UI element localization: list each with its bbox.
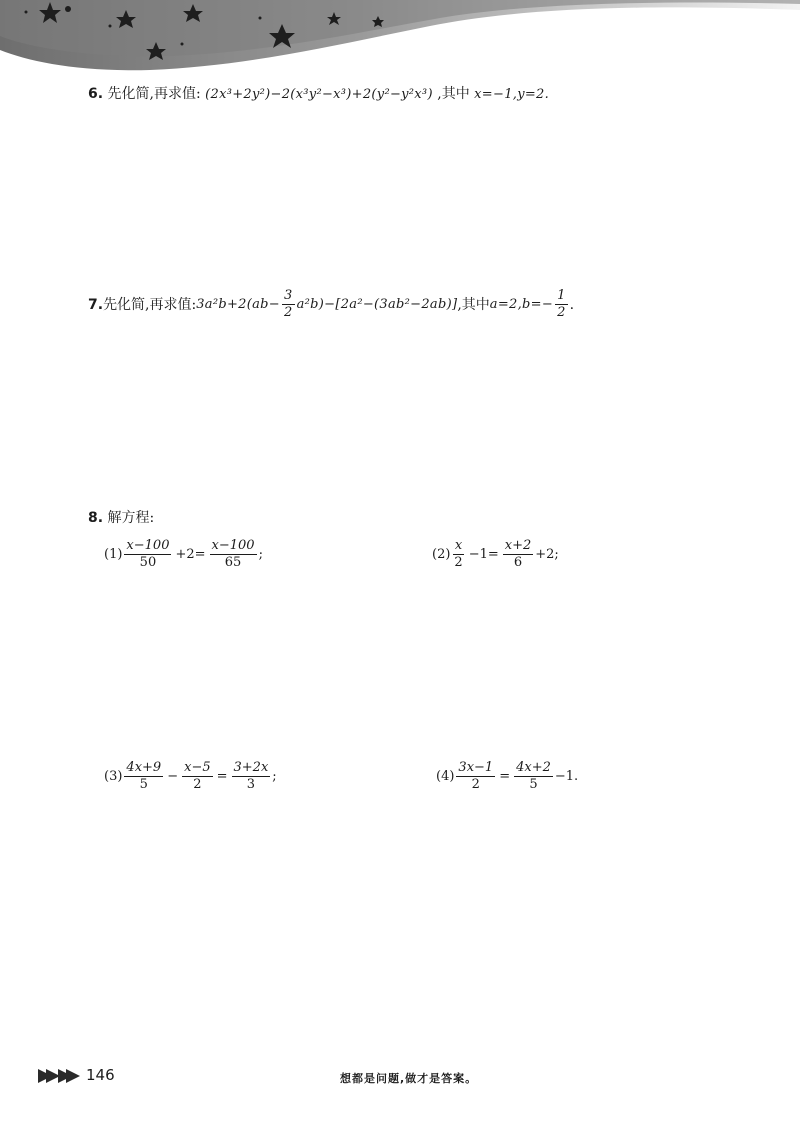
fraction — [452, 538, 464, 571]
fraction — [503, 538, 534, 571]
fraction-denominator: 3 — [246, 777, 256, 792]
sub-tag: (4) — [436, 769, 455, 784]
fraction-denominator: 50 — [139, 555, 157, 570]
footer-motto: 想都是问题,做才是答案。 — [340, 1072, 478, 1085]
fraction-denominator: 5 — [529, 777, 538, 792]
condition-values: a=2,b=− — [489, 296, 554, 312]
sub-tag: (2) — [432, 547, 451, 562]
fraction-denominator: 2 — [454, 555, 463, 570]
fraction-numerator: x−100 — [211, 538, 255, 553]
header-banner — [0, 0, 800, 80]
question-8 — [88, 508, 154, 528]
fraction-numerator: 4x+2 — [516, 760, 551, 775]
fraction-denominator: 2 — [557, 305, 566, 320]
fraction-numerator: 3+2x — [233, 760, 269, 775]
question-label: 先化简,再求值: — [107, 86, 201, 102]
operator: −1= — [468, 547, 499, 562]
question-number: 7. — [88, 296, 104, 313]
fraction-denominator: 65 — [224, 555, 242, 570]
question-6 — [88, 84, 549, 105]
fraction — [210, 538, 257, 571]
question-number: 6. — [88, 86, 104, 102]
fraction — [514, 760, 553, 793]
fraction-numerator: x — [454, 538, 463, 553]
fraction — [232, 760, 271, 793]
question-label: 解方程: — [107, 510, 155, 526]
fraction — [124, 538, 171, 571]
fraction-numerator: x−5 — [184, 760, 211, 775]
fraction — [456, 760, 495, 793]
fraction-numerator: 4x+9 — [126, 760, 162, 775]
fraction-denominator: 2 — [471, 777, 480, 792]
equation-3 — [104, 760, 277, 793]
condition-prefix: ,其中 — [457, 296, 490, 313]
math-expression-part2: a²b)−[2a²−(3ab²−2ab)] — [296, 296, 458, 312]
condition-end: . — [569, 296, 575, 313]
question-number: 8. — [88, 510, 104, 526]
fraction-numerator: x−100 — [126, 538, 170, 553]
double-arrow-icon — [38, 1068, 82, 1084]
sub-tag: (3) — [104, 769, 123, 784]
fraction — [124, 760, 163, 793]
condition-prefix: ,其中 — [437, 86, 475, 102]
sub-tag: (1) — [104, 547, 123, 562]
fraction-denominator: 5 — [139, 777, 148, 792]
fraction-numerator: x+2 — [504, 538, 532, 553]
fraction-numerator: 1 — [557, 288, 566, 303]
fraction-denominator: 6 — [513, 555, 523, 570]
equation-4 — [436, 760, 578, 793]
fraction-numerator: 3x−1 — [458, 760, 494, 775]
fraction — [555, 288, 568, 321]
operator: − — [167, 769, 179, 784]
end-mark: +2; — [535, 547, 559, 562]
operator: +2= — [175, 547, 206, 562]
end-mark: ; — [272, 769, 277, 784]
page-number: 146 — [86, 1066, 115, 1084]
operator: = — [216, 769, 228, 784]
fraction-denominator: 2 — [193, 777, 202, 792]
fraction — [282, 288, 295, 321]
condition-values: x=−1,y=2. — [474, 87, 550, 102]
question-label: 先化简,再求值: — [103, 296, 197, 313]
equation-2 — [432, 538, 559, 571]
fraction — [182, 760, 213, 793]
equation-1 — [104, 538, 263, 571]
math-expression: (2x³+2y²)−2(x³y²−x³)+2(y²−y²x³) — [205, 87, 433, 102]
fraction-numerator: 3 — [284, 288, 293, 303]
question-7 — [88, 288, 574, 321]
fraction-denominator: 2 — [284, 305, 293, 320]
end-mark: −1. — [554, 769, 579, 784]
end-mark: ; — [258, 547, 263, 562]
operator: = — [499, 769, 511, 784]
math-expression-part1: 3a²b+2(ab− — [196, 296, 280, 312]
